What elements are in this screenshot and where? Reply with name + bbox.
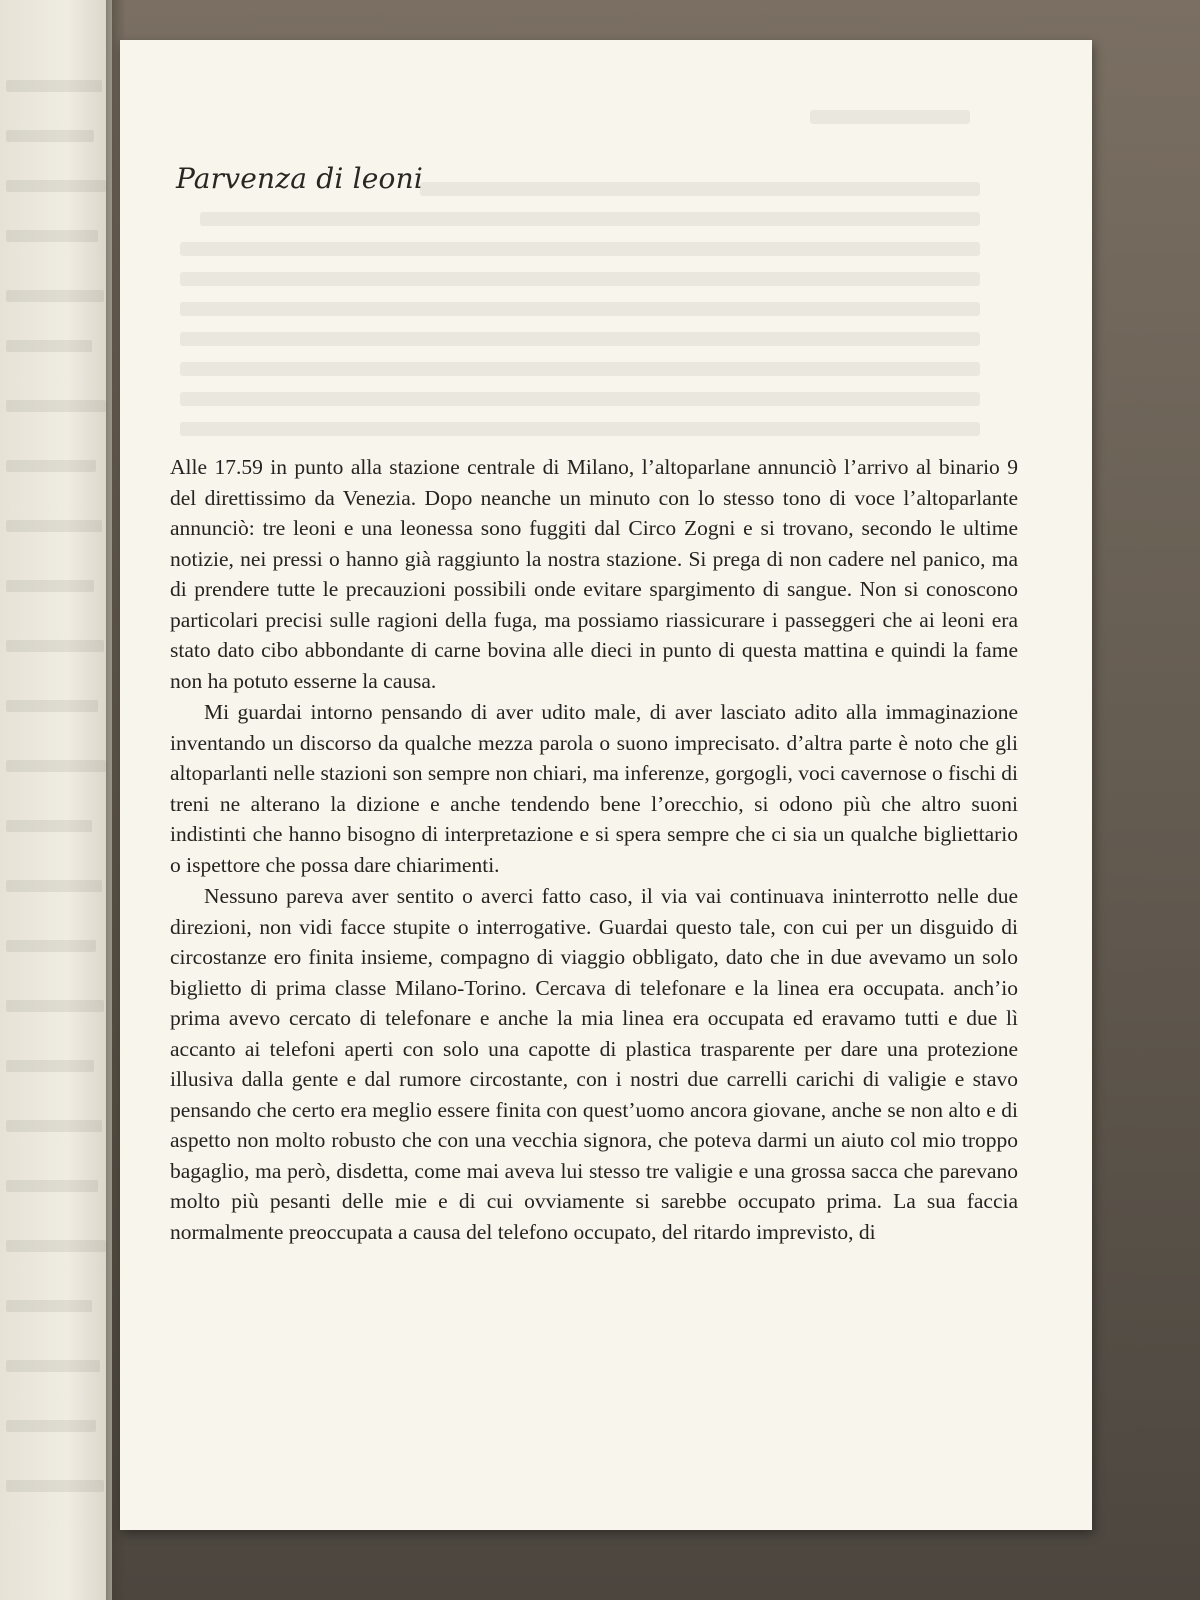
facing-page-edge bbox=[0, 0, 112, 1600]
body-text bbox=[170, 452, 1018, 1247]
paragraph: Mi guardai intorno pensando di aver udito male, di aver lasciato adito alla immaginazione inventando un discorso da qualche mezza parola o suono imprecisato. d’altra parte è noto che gli altoparlanti nelle stazioni son sempre non chiari, ma inferenze, gorgogli, voci cavernose o fischi di treni ne alterano la dizione e anche tendendo bene l’orecchio, si odono più che altro suoni indistinti che hanno bisogno di interpretazione e si spera sempre che ci sia un qualche bigliettario o ispettore che possa dare chiarimenti. bbox=[170, 700, 1018, 877]
paragraph: Nessuno pareva aver sentito o averci fatto caso, il via vai continuava ininterrotto nelle due direzioni, non vidi facce stupite o interrogative. Guardai questo tale, con cui per un disguido di circostanze ero finita insieme, compagno di viaggio obbligato, dato che in due avevamo un solo biglietto di prima classe Milano-Torino. Cercava di telefonare e la linea era occupata. anch’io prima avevo cercato di telefonare e anche la mia linea era occupata ed eravamo tutti e due lì accanto ai telefoni aperti con solo una capotte di plastica trasparente per dare una protezione illusiva dalla gente e dal rumore circostante, con i nostri due carrelli carichi di valigie e stavo pensando che certo era meglio essere finita con quest’uomo ancora giovane, anche se non alto e di aspetto non molto robusto che con una vecchia signora, che poteva darmi un aiuto col mio troppo bagaglio, ma però, disdetta, come mai aveva lui stesso tre valigie e una grossa sacca che parevano molto più pesanti delle mie e di cui ovviamente si sarebbe occupato prima. La sua faccia normalmente preoccupata a causa del telefono occupato, del ritardo imprevisto, di bbox=[170, 884, 1018, 1244]
paragraph: Alle 17.59 in punto alla stazione centrale di Milano, l’altoparlane annunciò l’arrivo al binario 9 del direttissimo da Venezia. Dopo neanche un minuto con lo stesso tono di voce l’altoparlante annunciò: tre leoni e una leonessa sono fuggiti dal Circo Zogni e si trovano, secondo le ultime notizie, nei pressi o hanno già raggiunto la nostra stazione. Si prega di non cadere nel panico, ma di prendere tutte le precauzioni possibili onde evitare spargimento di sangue. Non si conoscono particolari precisi sulle ragioni della fuga, ma possiamo riassicurare i passeggeri che ai leoni era stato dato cibo abbondante di carne bovina alle dieci in punto di questa mattina e quindi la fame non ha potuto esserne la causa. bbox=[170, 455, 1018, 693]
book-page bbox=[120, 40, 1092, 1530]
chapter-title: Parvenza di leoni bbox=[176, 162, 423, 195]
